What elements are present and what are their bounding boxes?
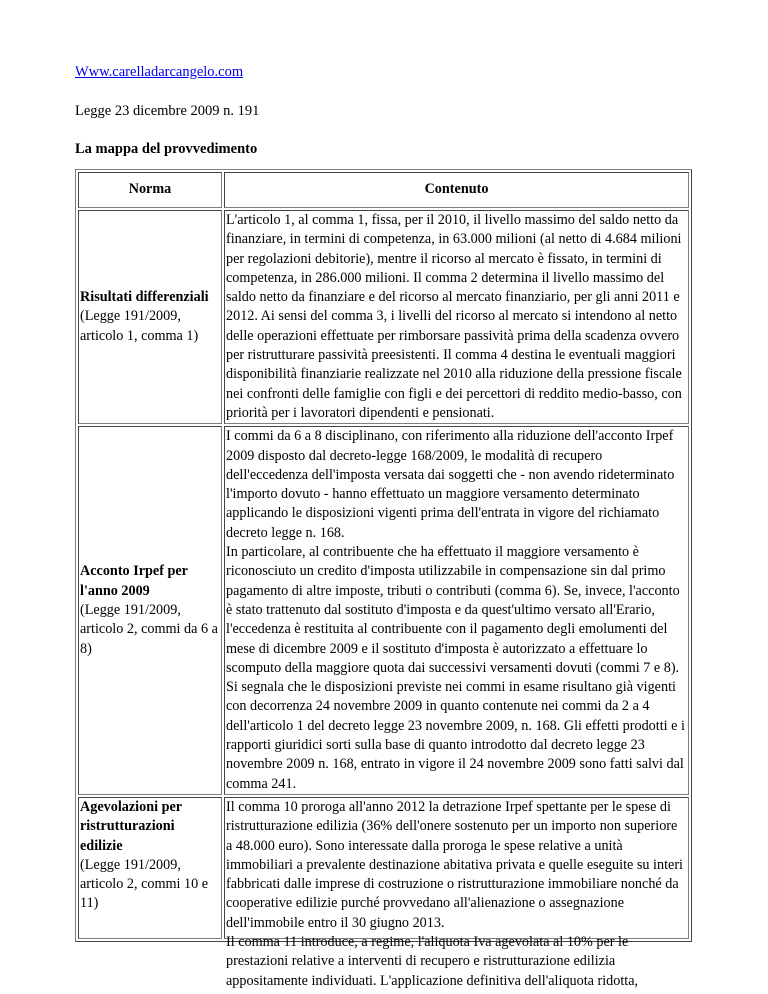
header-norma: Norma <box>78 172 222 208</box>
content-paragraph: Il comma 10 proroga all'anno 2012 la detrazione Irpef spettante per le spese di ristrutturazione edilizia (36% dell'onere sostenuto per un importo non superiore a 48.000 euro). Sono interessate dalla proroga le spese relative a unità immobiliari a prevalente destinazione abitativa privata e quelle eseguite su interi fabbricati dalle imprese di costruzione o ristrutturazione immobiliare nonché da cooperative edilizie purché provvedano all'alienazione o assegnazione dell'immobile entro il 30 giugno 2013. <box>226 798 683 931</box>
table-row <box>78 210 689 424</box>
content-paragraph: In particolare, al contribuente che ha effettuato il maggiore versamento è riconosciuto un credito d'imposta utilizzabile in compensazione sin dal primo pagamento di altre imposte, tributi o contributi (comma 6). Se, invece, l'acconto è stato trattenuto dal sostituto d'imposta e da quest'ultimo versato all'Erario, l'eccedenza è restituita al contribuente con il pagamento degli emolumenti del mese di dicembre 2009 e il sostituto d'imposta è autorizzato a effettuare lo scomputo della maggiore quota dai successivi versamenti dovuti (commi 7 e 8). <box>226 544 680 676</box>
norm-reference: (Legge 191/2009, articolo 2, commi 10 e 11) <box>80 856 209 912</box>
table-row <box>78 797 689 939</box>
norm-title: Acconto Irpef per l'anno 2009 <box>80 563 188 599</box>
map-heading: La mappa del provvedimento <box>75 141 258 157</box>
content-cell <box>224 210 689 424</box>
norm-cell <box>78 797 222 939</box>
table-header-row <box>78 172 689 208</box>
content-cell <box>224 797 689 989</box>
norm-cell <box>78 426 222 795</box>
header-contenuto: Contenuto <box>224 172 689 208</box>
norm-cell <box>78 210 222 424</box>
site-link[interactable]: Www.carelladarcangelo.com <box>75 64 244 80</box>
provisions-table <box>75 169 692 989</box>
content-cell <box>224 426 689 795</box>
norm-title: Agevolazioni per ristrutturazioni edilizie <box>80 798 182 854</box>
norm-reference: (Legge 191/2009, articolo 1, comma 1) <box>80 308 199 344</box>
content-paragraph: L'articolo 1, al comma 1, fissa, per il 2010, il livello massimo del saldo netto da finanziare, in termini di competenza, in 63.000 milioni (al netto di 4.684 milioni per regolazioni debitorie), mentre il ricorso al mercato è fissato, in termini di competenza, in 286.000 milioni. Il comma 2 determina il livello massimo del saldo netto da finanziare e del ricorso al mercato finanziario, per gli anni 2011 e 2012. Ai sensi del comma 3, i livelli del ricorso al mercato si intendono al netto delle operazioni effettuate per rimborsare passività prima della scadenza ovvero per ristrutturare passività preesistenti. Il comma 4 destina le eventuali maggiori disponibilità finanziarie realizzate nel 2010 alla riduzione della pressione fiscale nei confronti delle famiglie con figli e dei percettori di reddito medio-basso, con priorità per i lavoratori dipendenti e pensionati. <box>226 212 682 421</box>
content-cutoff <box>226 798 687 989</box>
table-row <box>78 426 689 795</box>
norm-reference: (Legge 191/2009, articolo 2, commi da 6 a 8) <box>80 601 218 657</box>
law-title: Legge 23 dicembre 2009 n. 191 <box>75 103 260 119</box>
content-paragraph: Si segnala che le disposizioni previste nei commi in esame risultano già vigenti con decorrenza 24 novembre 2009 in quanto contenute nei commi da 2 a 4 dell'articolo 1 del decreto legge 23 novembre 2009, n. 168. Gli effetti prodotti e i rapporti giuridici sorti sulla base di quanto introdotto dal decreto legge 23 novembre 2009 n. 168, entrato in vigore il 24 novembre 2009 sono fatti salvi dal comma 241. <box>226 679 685 792</box>
content-paragraph: Il comma 11 introduce, a regime, l'aliquota Iva agevolata al 10% per le prestazioni relative a interventi di recupero e ristrutturazione edilizia appositamente individuati. L'applicazione definitiva dell'aliquota ridotta, <box>226 933 639 989</box>
content-paragraph: I commi da 6 a 8 disciplinano, con riferimento alla riduzione dell'acconto Irpef 2009 disposto dal decreto-legge 168/2009, le modalità di recupero dell'eccedenza dell'imposta versata dai soggetti che - non avendo rideterminato l'importo dovuto - hanno effettuato un maggiore versamento determinato applicando le disposizioni vigenti prima dell'entrata in vigore del richiamato decreto legge n. 168. <box>226 428 675 541</box>
norm-title: Risultati differenziali <box>80 289 209 306</box>
